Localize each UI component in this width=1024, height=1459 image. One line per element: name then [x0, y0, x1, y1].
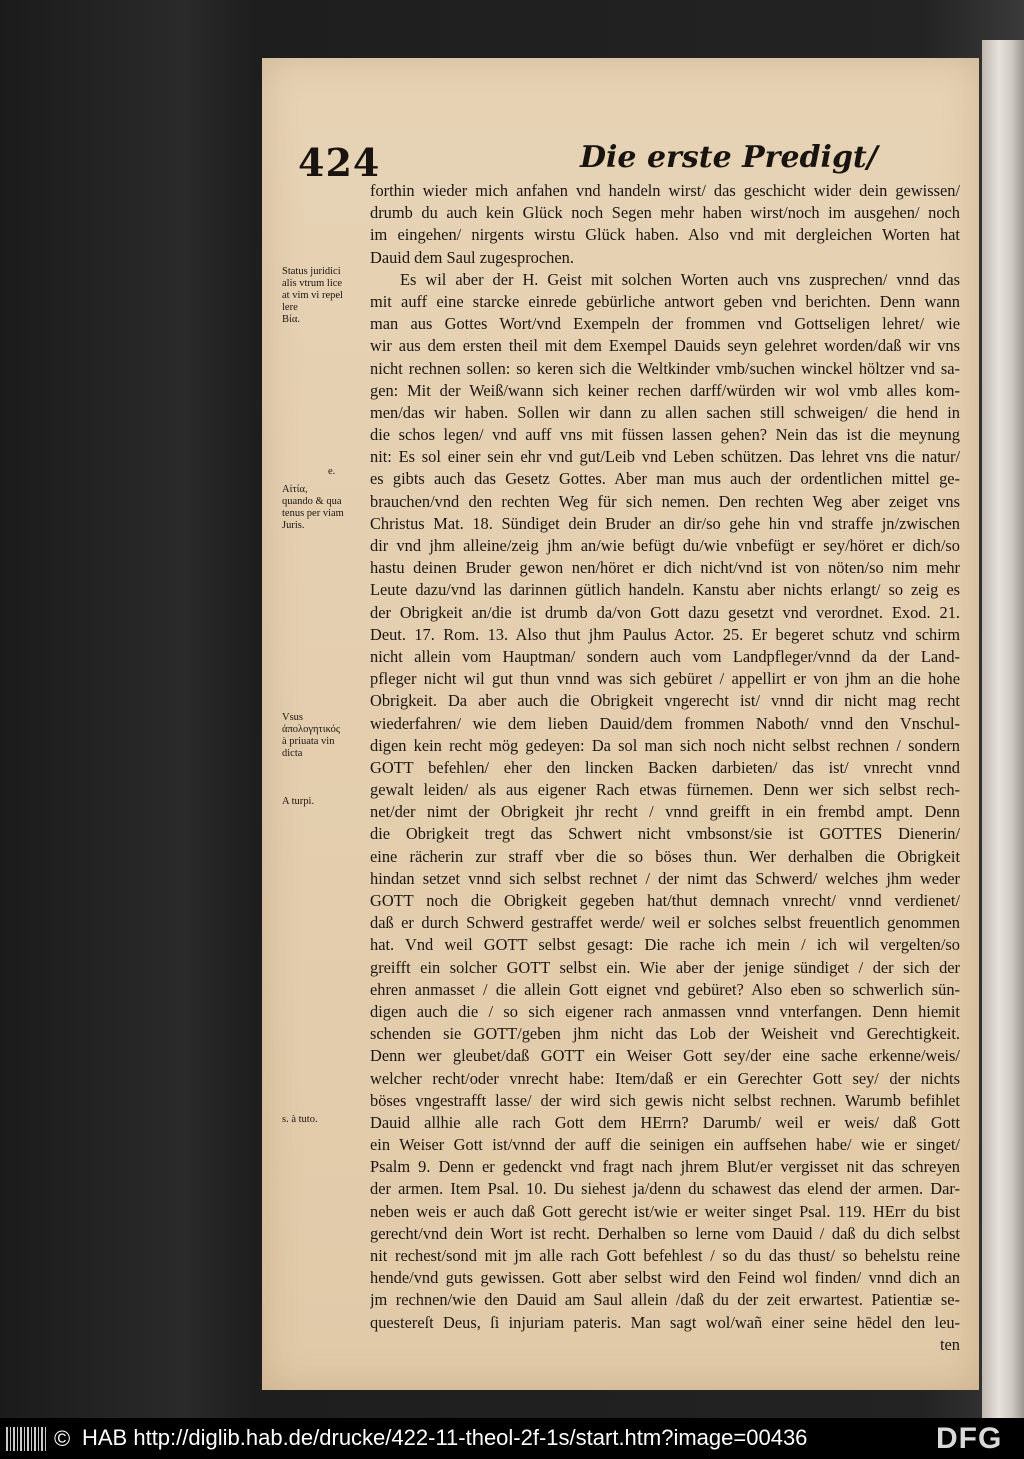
- text-line: net/der nimt der Obrigkeit jhr recht / vnnd greifft in ein frembd ampt. Denn: [370, 802, 960, 822]
- facing-page-edge: [982, 40, 1024, 1418]
- margin-note-line: quando & qua: [282, 496, 342, 507]
- text-line: questereſt Deus, ſi injuriam pateris. Man sagt wol/wañ einer seine hēdel den leu-: [370, 1312, 960, 1332]
- text-line: brauchen/vnd den rechten Weg für sich nemen. Den rechten Weg aber zeiget vns: [370, 491, 960, 511]
- text-line: men/das wir haben. Sollen wir dann zu allen sachen still schweigen/ die hend in: [370, 402, 960, 422]
- text-line: Dauid dem Saul zugesprochen.: [370, 247, 574, 267]
- text-line: nicht rechnen sollen: so keren sich die Weltkinder vmb/suchen winckel höltzer vnd sa-: [370, 358, 960, 378]
- margin-note-line: à priuata vin: [282, 736, 335, 747]
- margin-note-aitia: [282, 484, 372, 532]
- margin-note-line: Vsus: [282, 712, 304, 723]
- margin-note-a-tuto: [282, 1114, 372, 1126]
- margin-note-line: dicta: [282, 748, 303, 759]
- text-line: Dauid allhie alle rach Gott dem HErrn? Darumb/ weil er weis/ daß Gott: [370, 1112, 960, 1132]
- catchword: ten: [939, 1334, 960, 1354]
- text-line: neben weis er auch daß Gott gerecht ist/wie er weiter singet Psal. 119. HErr du bist: [370, 1201, 960, 1221]
- text-line: böses vngestrafft lasse/ der wird sich gewis nicht selbst rechnen. Warumb befihlet: [370, 1090, 960, 1110]
- text-line: hende/vnd guts gewissen. Gott aber selbst wird den Feind wol finden/ vnnd dich an: [370, 1268, 960, 1288]
- margin-note-line: s. à tuto.: [282, 1114, 318, 1125]
- text-line: welcher recht/oder vnrecht habe: Item/daß er ein Gerechter Gott sey/ der nichts: [370, 1068, 960, 1088]
- text-line: daß er durch Schwerd gestraffet werde/ weil er solches selbst freuentlich genommen: [370, 913, 960, 933]
- text-line: mit auff eine starcke einrede gebürliche antwort geben vnd berichten. Denn wann: [370, 291, 960, 311]
- text-line: gewalt leiden/ als aus eigener Rach etwas fürnemen. Denn wer sich selbst rech-: [370, 780, 960, 800]
- margin-note-line: alis vtrum lice: [282, 278, 343, 289]
- text-line: die schos legen/ vnd auff vns mit füssen lassen gehen? Nein das ist die meynung: [370, 425, 960, 445]
- footer-bar: [0, 1418, 1024, 1459]
- text-line: Es wil aber der H. Geist mit solchen Worten auch vns zusprechen/ vnnd das: [400, 269, 960, 289]
- text-line: Leute dazu/vnd las darinnen gütlich handeln. Kanstu aber nichts erlangt/ so zeig es: [370, 580, 960, 600]
- text-line: die Obrigkeit tregt das Schwert nicht vmbsonst/sie ist GOTTES Dienerin/: [370, 824, 960, 844]
- margin-note-line: Αἰτία,: [282, 484, 308, 495]
- text-line: nit rechest/sond mit jm alle rach Gott befehlest / so du das thust/ so behelstu reine: [370, 1246, 960, 1265]
- margin-note-vsus: [282, 712, 372, 760]
- margin-note-line: lere: [282, 302, 298, 313]
- margin-note-a-turpi: [282, 796, 372, 808]
- margin-note-status-juridicialis: [282, 266, 372, 326]
- body-text: [370, 180, 960, 1356]
- text-line: gen: Mit der Weiß/wann sich keiner rechen darff/würden wir wol vmb alles kom-: [370, 380, 960, 400]
- barcode-icon: [6, 1427, 46, 1451]
- text-line: Deut. 17. Rom. 13. Also thut jhm Paulus Actor. 25. Er begeret schutz vnd schirm: [370, 624, 960, 644]
- text-line: Denn wer gleubet/daß GOTT ein Weiser Gott sey/der eine sache erkenne/weis/: [370, 1046, 960, 1066]
- text-line: wir aus dem ersten theil mit dem Exempel Dauids seyn gelehret worden/daß wir vns: [370, 336, 960, 356]
- text-line: eine rächerin zur straff vber die so böses thun. Wer derhalben die Obrigkeit: [370, 846, 960, 866]
- text-line: pfleger nicht wil gut thun vnnd was sich gebüret / appellirt er von jhm an die hohe: [370, 669, 960, 689]
- margin-note-e: [328, 466, 418, 478]
- text-line: hat. Vnd weil GOTT selbst gesagt: Die rache ich mein / ich wil vergelten/so: [370, 935, 960, 955]
- text-line: nicht allein vom Hauptman/ sondern auch vom Landpfleger/vnnd da der Land-: [370, 646, 960, 666]
- text-line: Christus Mat. 18. Sündiget dein Bruder an dir/so gehe hin vnd straffe jn/zwischen: [370, 513, 960, 533]
- text-line: nit: Es sol einer sein ehr vnd gut/Leib vnd Leben schützen. Das lehret vns die natur/: [370, 447, 960, 467]
- margin-note-line: A turpi.: [282, 796, 315, 807]
- text-line: man aus Gottes Wort/vnd Exempeln der frommen vnd Gottseligen lehret/ wie: [370, 314, 960, 334]
- text-line: Obrigkeit. Da aber auch die Obrigkeit vngerecht ist/ vnnd dir nicht mag recht: [370, 691, 960, 711]
- text-line: der Obrigkeit an/die ist drumb da/von Gott dazu gesetzt vnd verordnet. Exod. 21.: [370, 602, 960, 622]
- page-number: 424: [298, 140, 381, 185]
- text-line: im eingehen/ nirgents wirstu Glück haben. Also vnd mit dergleichen Worten hat: [370, 225, 960, 245]
- margin-note-line: Βία.: [282, 314, 300, 325]
- text-line: hastu deinen Bruder gewon nen/höret er dich nicht/vnd ist von nöten/so nim mehr: [370, 558, 960, 578]
- text-line: jm rechnen/wie den Dauid am Saul allein /daß du der zeit erwartest. Patientiæ se-: [370, 1290, 960, 1310]
- margin-note-line: tenus per viam: [282, 508, 344, 519]
- text-line: hindan setzet vnnd sich selbst rechnet / der nimt das Schwerd/ welches jhm weder: [370, 868, 960, 888]
- text-line: schenden sie GOTT/geben jhm nicht das Lob der Weisheit vnd Gerechtigkeit.: [370, 1024, 960, 1044]
- text-line: dir vnd jhm alleine/zeig jhm an/wie befügt du/wie vnbefügt er sey/höret er dich/so: [370, 536, 960, 555]
- text-line: gerecht/vnd dein Wort ist recht. Derhalben so lerne vom Dauid / daß du dich selbst: [370, 1223, 960, 1243]
- dfg-logo: DFG: [936, 1422, 1003, 1455]
- margin-note-line: ἀπολογητικός: [282, 724, 341, 735]
- text-line: Psalm 9. Denn er gedenckt vnd fragt nach jhrem Blut/er vergisset nit das schreyen: [370, 1157, 960, 1177]
- text-line: GOTT noch die Obrigkeit gegeben hat/thut demnach vnrecht/ vnnd verdienet/: [370, 891, 960, 910]
- text-line: der armen. Item Psal. 10. Du siehest ja/denn du schawest das elend der armen. Dar-: [370, 1179, 960, 1199]
- text-line: drumb du auch kein Glück noch Segen mehr haben wirst/noch im ausgehen/ noch: [370, 203, 960, 223]
- text-line: forthin wieder mich anfahen vnd handeln wirst/ das geschicht wider dein gewissen/: [370, 181, 960, 200]
- text-line: digen auch die / so sich eigener rach anmassen vnnd vnterfangen. Denn hiemit: [370, 1001, 960, 1021]
- margin-note-line: Juris.: [282, 520, 305, 531]
- text-line: ein Weiser Gott ist/vnnd der auff die seinigen ein auffsehen habe/ wie er singet/: [370, 1135, 960, 1155]
- text-line: wiederfahren/ wie dem lieben Dauid/dem frommen Naboth/ vnnd den Vnschul-: [370, 713, 960, 733]
- text-line: GOTT befehlen/ eher den lincken Backen darbieten/ das ist/ vnrecht vnnd: [370, 757, 960, 777]
- margin-note-line: Status juridici: [282, 266, 341, 277]
- text-line: digen kein recht mög gedeyen: Da sol man sich noch nicht selbst rechnen / sondern: [370, 735, 960, 755]
- text-line: greifft ein solcher GOTT selbst ein. Wie aber der jenige sündiget / der sich der: [370, 957, 960, 977]
- source-url[interactable]: HAB http://diglib.hab.de/drucke/422-11-theol-2f-1s/start.htm?image=00436: [82, 1425, 808, 1450]
- copyright-icon: ©: [54, 1426, 71, 1451]
- text-line: ehren anmasset / die allein Gott eignet vnd gebüret? Also eben so schwerlich sün-: [370, 979, 960, 999]
- margin-note-line: e.: [328, 466, 336, 477]
- margin-note-line: at vim vi repel: [282, 290, 343, 301]
- text-line: es gibts auch das Gesetz Gottes. Aber man mus auch der ordentlichen mittel ge-: [370, 469, 960, 489]
- running-head: Die erste Predigt/: [580, 140, 878, 175]
